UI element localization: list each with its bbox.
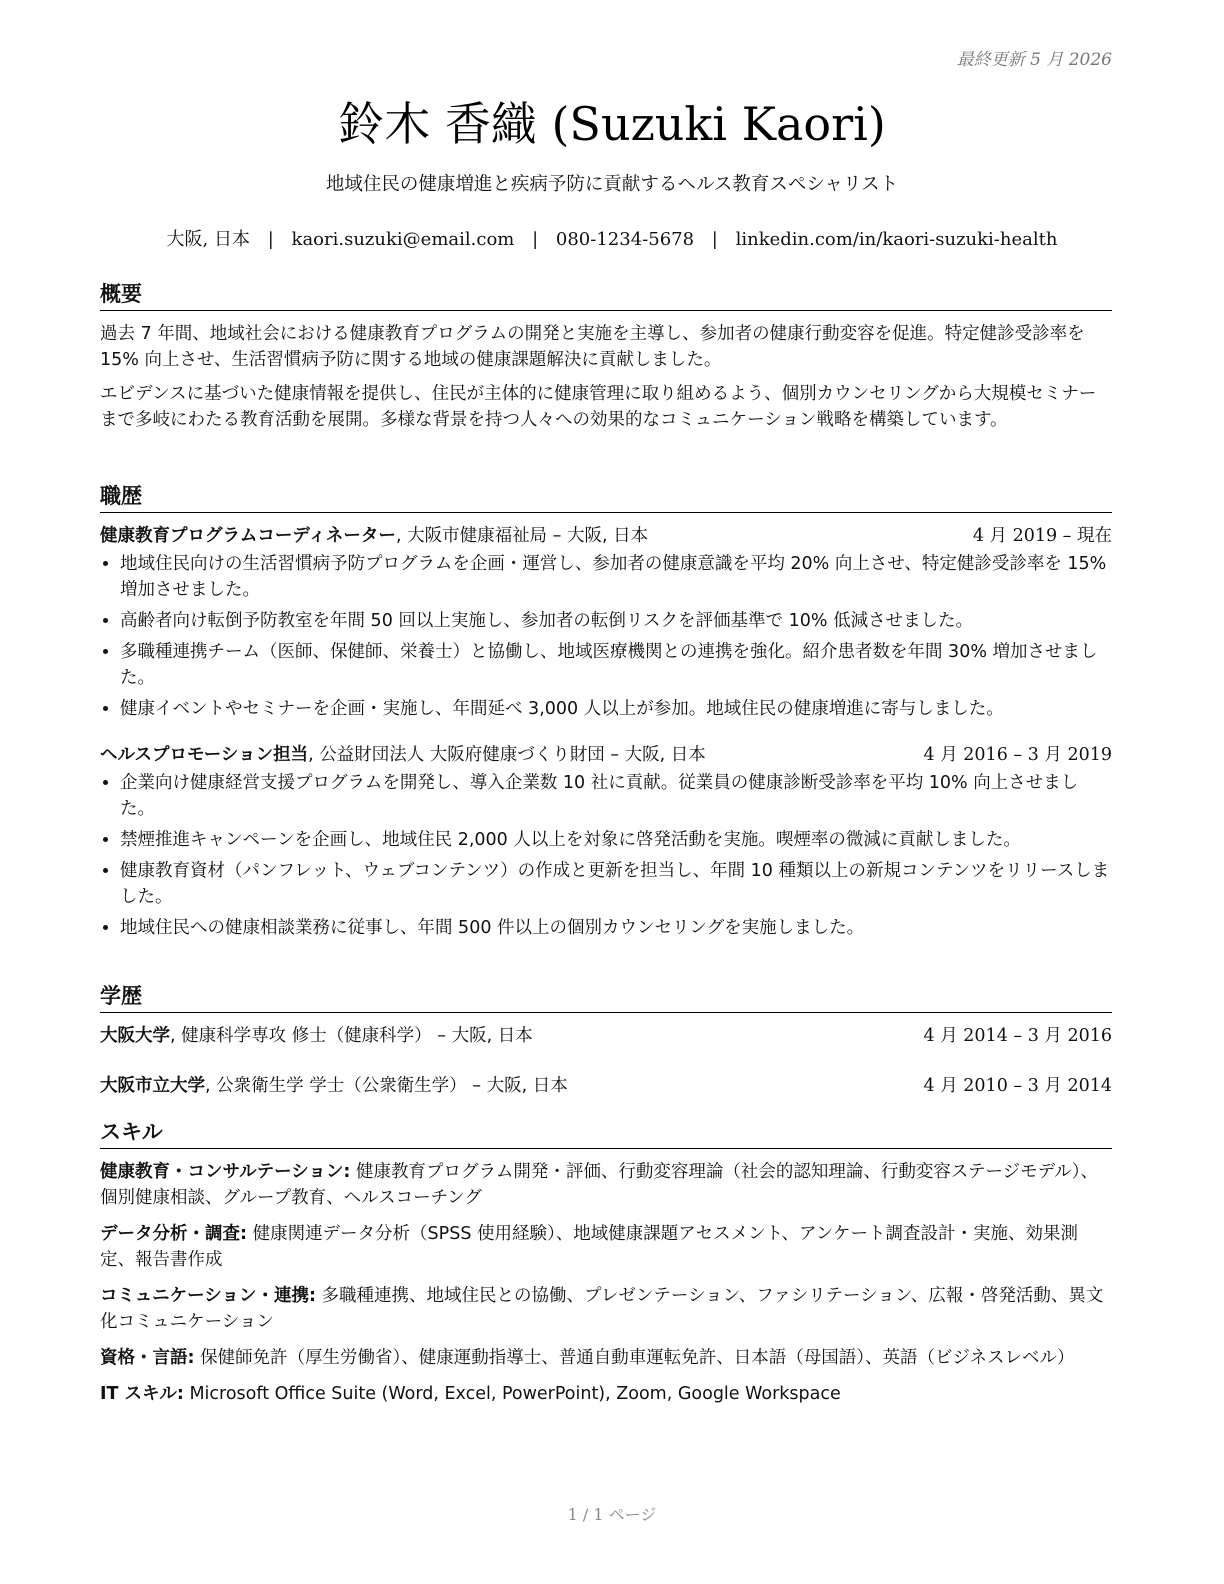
tagline: 地域住民の健康増進と疾病予防に貢献するヘルス教育スペシャリスト <box>325 174 899 195</box>
job-bullet: • 禁煙推進キャンペーンを企画し、地域住民 2,000 人以上を対象に啓発活動を実施。喫煙率の微減に貢献しました。 <box>120 827 1112 853</box>
job-role: ヘルスプロモーション担当 <box>100 745 309 765</box>
job-bullet: • 企業向け健康経営支援プログラムを開発し、導入企業数 10 社に貢献。従業員の健康診断受診率を平均 10% 向上させました。 <box>120 770 1112 822</box>
contact-separator: | <box>532 229 539 250</box>
skill-text: 保健師免許（厚生労働省）、健康運動指導士、普通自動車運転免許、日本語（母国語）、英語（ビジネスレベル） <box>194 1348 1075 1368</box>
skills-section <box>100 1116 1112 1417</box>
skill-category: コミュニケーション・連携: <box>100 1286 316 1306</box>
job-title-line <box>100 742 706 768</box>
job-entry <box>100 523 1112 722</box>
contact-separator: | <box>267 229 274 250</box>
skill-category: 健康教育・コンサルテーション: <box>100 1162 351 1182</box>
section-title: スキル <box>100 1116 1112 1149</box>
job-bullet: • 健康イベントやセミナーを企画・実施し、年間延べ 3,000 人以上が参加。地域住民の健康増進に寄与しました。 <box>120 696 1112 722</box>
contact-phone[interactable]: 080-1234-5678 <box>555 229 695 250</box>
skill-item <box>100 1345 1112 1371</box>
education-title-line <box>100 1023 533 1049</box>
job-bullets <box>100 551 1112 722</box>
job-org: , 大阪市健康福祉局 – 大阪, 日本 <box>395 526 649 546</box>
section-title: 学歴 <box>100 980 1112 1013</box>
job-header <box>100 742 1112 768</box>
job-org: , 公益財団法人 大阪府健康づくり財団 – 大阪, 日本 <box>308 745 706 765</box>
experience-section <box>100 480 1112 946</box>
job-bullet: • 多職種連携チーム（医師、保健師、栄養士）と協働し、地域医療機関との連携を強化。紹介患者数を年間 30% 増加させました。 <box>120 639 1112 691</box>
contact-line <box>0 225 1224 251</box>
section-title: 職歴 <box>100 480 1112 513</box>
skill-item <box>100 1159 1112 1211</box>
education-entry <box>100 1023 1112 1049</box>
job-entry <box>100 742 1112 941</box>
education-detail: , 健康科学専攻 修士（健康科学） – 大阪, 日本 <box>170 1026 533 1046</box>
summary-section <box>100 278 1112 441</box>
job-date: 4 月 2019 – 現在 <box>972 526 1112 546</box>
contact-linkedin[interactable]: linkedin.com/in/kaori-suzuki-health <box>735 229 1058 250</box>
education-entry <box>100 1073 1112 1099</box>
contact-separator: | <box>711 229 718 250</box>
summary-paragraph: エビデンスに基づいた健康情報を提供し、住民が主体的に健康管理に取り組めるよう、個別カウンセリングから大規模セミナーまで多岐にわたる教育活動を展開。多様な背景を持つ人々への効果的なコミュニケーション戦略を構築しています。 <box>100 384 1097 430</box>
contact-email[interactable]: kaori.suzuki@email.com <box>291 229 515 250</box>
skill-item <box>100 1221 1112 1273</box>
job-header <box>100 523 1112 549</box>
last-updated: 最終更新 5 月 2026 <box>956 50 1112 70</box>
skill-item <box>100 1381 1112 1407</box>
job-title-line <box>100 523 648 549</box>
job-bullet: • 健康教育資材（パンフレット、ウェブコンテンツ）の作成と更新を担当し、年間 10 種類以上の新規コンテンツをリリースしました。 <box>120 858 1112 910</box>
education-date: 4 月 2014 – 3 月 2016 <box>923 1026 1112 1046</box>
person-name: 鈴木 香織 (Suzuki Kaori) <box>338 97 886 151</box>
skill-category: 資格・言語: <box>100 1348 195 1368</box>
job-bullet: • 地域住民向けの生活習慣病予防プログラムを企画・運営し、参加者の健康意識を平均 20% 向上させ、特定健診受診率を 15% 増加させました。 <box>120 551 1112 603</box>
skill-category: IT スキル: <box>100 1384 184 1404</box>
job-bullets <box>100 770 1112 941</box>
section-title: 概要 <box>100 278 1112 311</box>
education-date: 4 月 2010 – 3 月 2014 <box>923 1076 1112 1096</box>
education-school: 大阪大学 <box>100 1026 170 1046</box>
education-detail: , 公衆衛生学 学士（公衆衛生学） – 大阪, 日本 <box>205 1076 568 1096</box>
education-school: 大阪市立大学 <box>100 1076 205 1096</box>
job-role: 健康教育プログラムコーディネーター <box>100 526 396 546</box>
skill-text: 多職種連携、地域住民との協働、プレゼンテーション、ファシリテーション、広報・啓発活動、異文化コミュニケーション <box>100 1286 1104 1332</box>
skill-text: 健康教育プログラム開発・評価、行動変容理論（社会的認知理論、行動変容ステージモデル）、個別健康相談、グループ教育、ヘルスコーチング <box>100 1162 1098 1208</box>
page-number: 1 / 1 ページ <box>567 1505 657 1524</box>
education-title-line <box>100 1073 568 1099</box>
skill-item <box>100 1283 1112 1335</box>
summary-paragraph: 過去 7 年間、地域社会における健康教育プログラムの開発と実施を主導し、参加者の健康行動変容を促進。特定健診受診率を 15% 向上させ、生活習慣病予防に関する地域の健康課題解決に貢献しました。 <box>100 324 1085 370</box>
job-bullet: • 高齢者向け転倒予防教室を年間 50 回以上実施し、参加者の転倒リスクを評価基準で 10% 低減させました。 <box>120 608 1112 634</box>
skill-category: データ分析・調査: <box>100 1224 247 1244</box>
education-section <box>100 980 1112 1123</box>
contact-location: 大阪, 日本 <box>166 229 250 250</box>
skill-text: 健康関連データ分析（SPSS 使用経験）、地域健康課題アセスメント、アンケート調査設計・実施、効果測定、報告書作成 <box>100 1224 1078 1270</box>
skill-text: Microsoft Office Suite (Word, Excel, PowerPoint), Zoom, Google Workspace <box>183 1384 841 1404</box>
job-bullet: • 地域住民への健康相談業務に従事し、年間 500 件以上の個別カウンセリングを実施しました。 <box>120 915 1112 941</box>
job-date: 4 月 2016 – 3 月 2019 <box>923 745 1112 765</box>
